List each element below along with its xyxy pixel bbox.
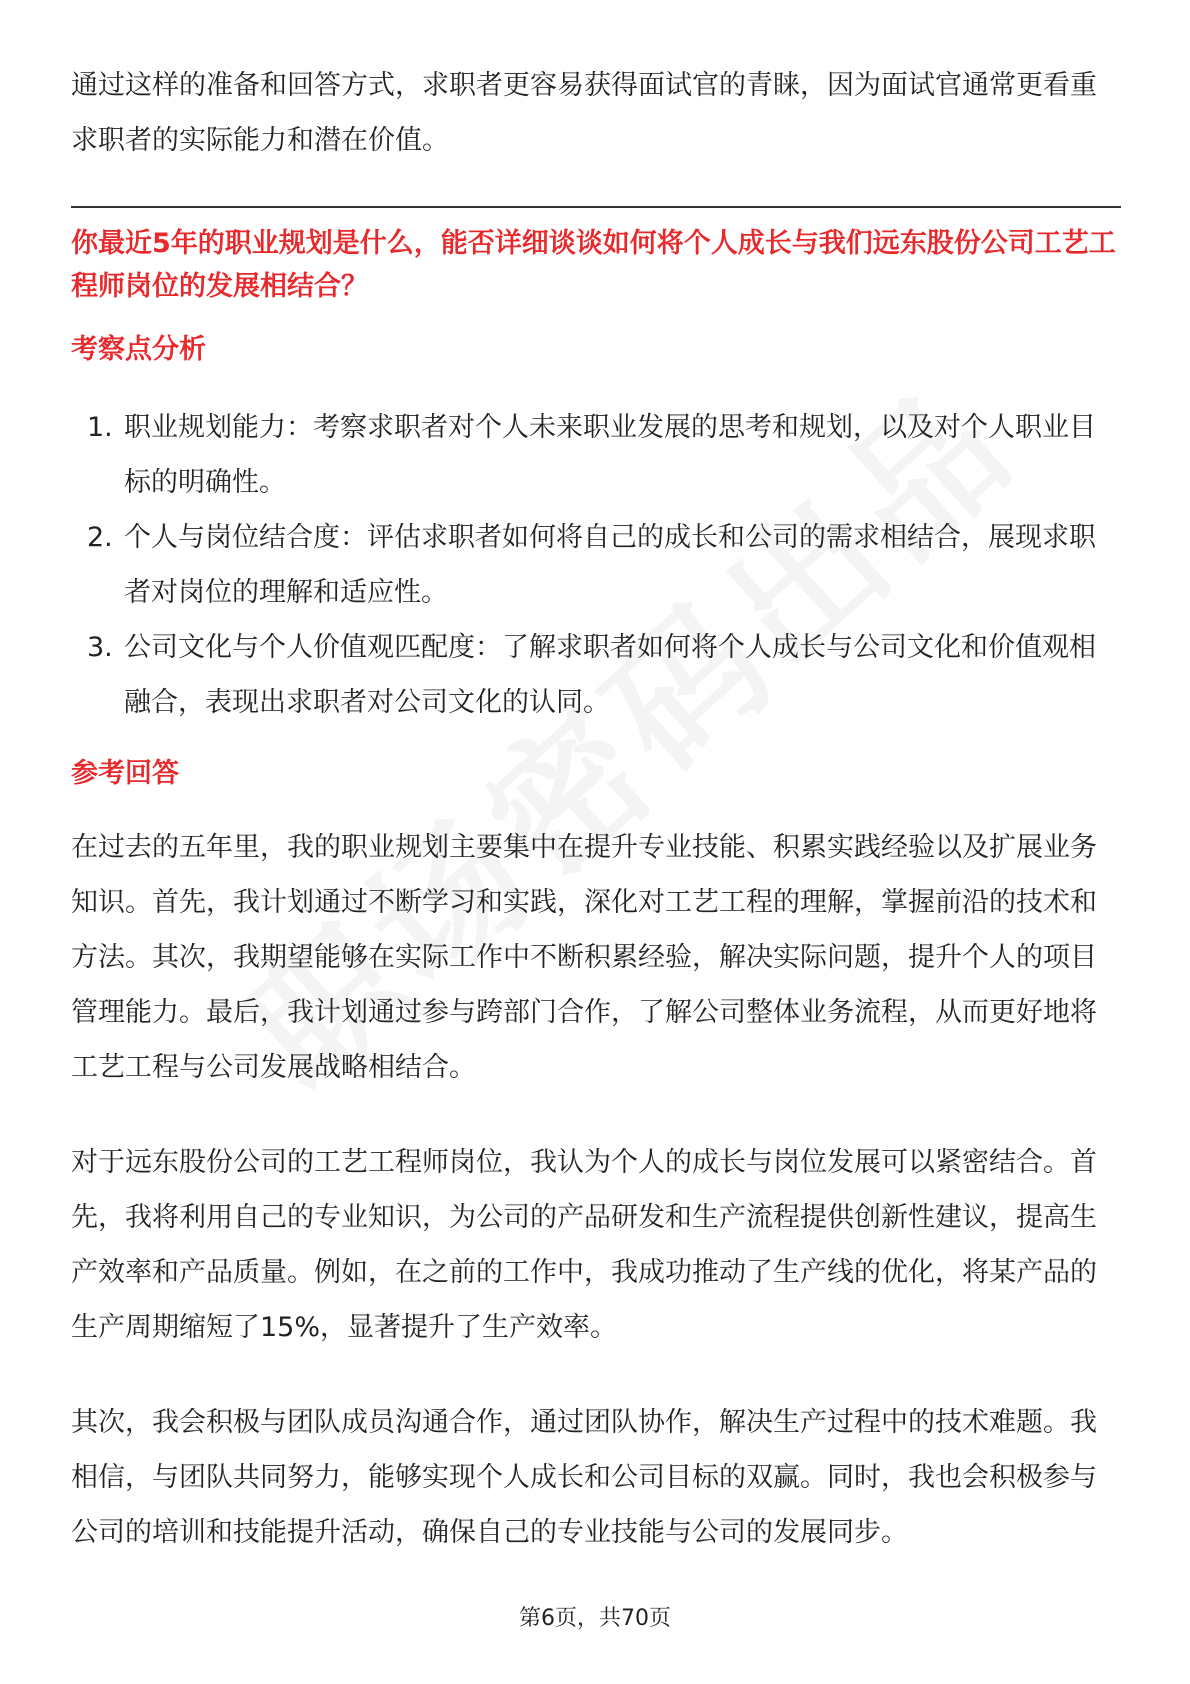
intro-paragraph: 通过这样的准备和回答方式，求职者更容易获得面试官的青睐，因为面试官通常更看重求职者的实际能力和潜在价值。 <box>71 70 1097 156</box>
analysis-title: 考察点分析 <box>71 334 206 365</box>
answer-paragraph: 其次，我会积极与团队成员沟通合作，通过团队协作，解决生产过程中的技术难题。我相信，与团队共同努力，能够实现个人成长和公司目标的双赢。同时，我也会积极参与公司的培训和技能提升活动，确保自己的专业技能与公司的发展同步。 <box>71 1407 1097 1548</box>
analysis-item-text: 个人与岗位结合度：评估求职者如何将自己的成长和公司的需求相结合，展现求职者对岗位的理解和适应性。 <box>124 522 1096 608</box>
analysis-item-number: 2. <box>87 522 113 553</box>
analysis-list <box>71 400 1121 730</box>
answer-title: 参考回答 <box>71 758 179 789</box>
analysis-item-number: 3. <box>87 632 113 663</box>
question-heading: 你最近5年的职业规划是什么，能否详细谈谈如何将个人成长与我们远东股份公司工艺工程师岗位的发展相结合？ <box>71 228 1116 302</box>
analysis-item <box>71 400 1121 510</box>
section-divider <box>71 206 1121 208</box>
analysis-item <box>71 510 1121 620</box>
analysis-item-text: 职业规划能力：考察求职者对个人未来职业发展的思考和规划，以及对个人职业目标的明确性。 <box>124 412 1096 498</box>
answer-paragraph: 对于远东股份公司的工艺工程师岗位，我认为个人的成长与岗位发展可以紧密结合。首先，我将利用自己的专业知识，为公司的产品研发和生产流程提供创新性建议，提高生产效率和产品质量。例如，在之前的工作中，我成功推动了生产线的优化，将某产品的生产周期缩短了15%，显著提升了生产效率。 <box>71 1147 1097 1343</box>
analysis-item <box>71 620 1121 730</box>
page-content <box>71 58 1121 1560</box>
answer-paragraph: 在过去的五年里，我的职业规划主要集中在提升专业技能、积累实践经验以及扩展业务知识。首先，我计划通过不断学习和实践，深化对工艺工程的理解，掌握前沿的技术和方法。其次，我期望能够在实际工作中不断积累经验，解决实际问题，提升个人的项目管理能力。最后，我计划通过参与跨部门合作，了解公司整体业务流程，从而更好地将工艺工程与公司发展战略相结合。 <box>71 832 1097 1083</box>
analysis-item-number: 1. <box>87 412 113 443</box>
page-number-footer: 第6页，共70页 <box>519 1606 671 1631</box>
analysis-item-text: 公司文化与个人价值观匹配度：了解求职者如何将个人成长与公司文化和价值观相融合，表现出求职者对公司文化的认同。 <box>124 632 1096 718</box>
